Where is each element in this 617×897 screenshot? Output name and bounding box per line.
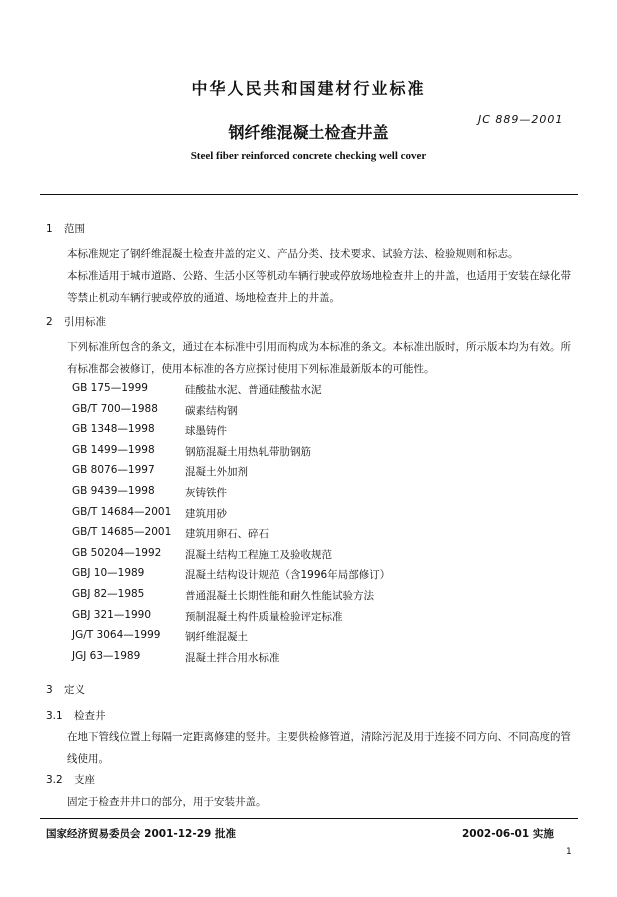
standard-code: GBJ 321—1990: [72, 609, 152, 621]
subsection-3-1-heading: [46, 708, 106, 723]
standard-code: GB 1499—1998: [72, 444, 155, 456]
document-title: 钢纤维混凝土检查井盖: [228, 123, 389, 142]
standard-name: 灰铸铁件: [185, 487, 227, 499]
section-title: 范围: [64, 223, 85, 235]
section-1-body: [46, 243, 578, 309]
section-number: 1: [46, 223, 53, 235]
standard-name: 建筑用砂: [185, 508, 227, 520]
section-2-intro: [46, 336, 578, 380]
approval-note: 国家经济贸易委员会 2001-12-29 批准: [46, 828, 236, 840]
section-title: 定义: [64, 684, 85, 696]
standard-code: GB/T 700—1988: [72, 403, 158, 415]
section-3-heading: [46, 682, 85, 697]
standard-code: GB 8076—1997: [72, 464, 155, 476]
standard-code: GB/T 14684—2001: [72, 506, 172, 518]
standard-code: JC 889—2001: [478, 113, 564, 126]
standard-code: GB 1348—1998: [72, 423, 155, 435]
section-number: 2: [46, 316, 53, 328]
standard-name: 混凝土结构设计规范（含1996年局部修订）: [185, 569, 391, 581]
paragraph: 固定于检查井井口的部分，用于安装井盖。: [67, 796, 267, 808]
paragraph: 本标准适用于城市道路、公路、生活小区等机动车辆行驶或停放场地检查井上的井盖，也适用于安装在绿化带等禁止机动车辆行驶或停放的通道、场地检查井上的井盖。: [67, 270, 571, 304]
page-number: 1: [566, 847, 572, 857]
standard-code: GB/T 14685—2001: [72, 526, 172, 538]
standard-name: 硅酸盐水泥、普通硅酸盐水泥: [185, 384, 322, 396]
subsection-3-2-heading: [46, 772, 95, 787]
standard-name: 普通混凝土长期性能和耐久性能试验方法: [185, 590, 374, 602]
standard-name: 球墨铸件: [185, 425, 227, 437]
paragraph: 在地下管线位置上每隔一定距离修建的竖井。主要供检修管道，清除污泥及用于连接不同方向、不同高度的管线使用。: [67, 731, 571, 765]
standard-code: GB 50204—1992: [72, 547, 162, 559]
standard-code: GB 9439—1998: [72, 485, 155, 497]
paragraph: 本标准规定了钢纤维混凝土检查井盖的定义、产品分类、技术要求、试验方法、检验规则和标志。: [67, 248, 519, 260]
header-divider: [40, 194, 578, 195]
standard-name: 预制混凝土构件质量检验评定标准: [185, 611, 343, 623]
standard-name: 钢纤维混凝土: [185, 631, 248, 643]
standard-name: 碳素结构钢: [185, 405, 238, 417]
section-1-heading: [46, 221, 85, 236]
standard-code: GBJ 82—1985: [72, 588, 145, 600]
standard-name: 混凝土外加剂: [185, 466, 248, 478]
standard-name: 钢筋混凝土用热轧带肋钢筋: [185, 446, 311, 458]
subsection-title: 检查井: [74, 710, 106, 722]
subsection-number: 3.2: [46, 774, 63, 786]
standard-name: 混凝土拌合用水标准: [185, 652, 280, 664]
standard-name: 建筑用卵石、碎石: [185, 528, 269, 540]
standard-code: JG/T 3064—1999: [72, 629, 161, 641]
section-2-heading: [46, 314, 106, 329]
paragraph: 下列标准所包含的条文，通过在本标准中引用而构成为本标准的条文。本标准出版时，所示版本均为有效。所有标准都会被修订，使用本标准的各方应探讨使用下列标准最新版本的可能性。: [67, 341, 571, 375]
subsection-number: 3.1: [46, 710, 63, 722]
standard-code: GB 175—1999: [72, 382, 148, 394]
footer-divider: [40, 818, 578, 819]
document-title-en: Steel fiber reinforced concrete checking well cover: [190, 150, 427, 162]
implementation-date: 2002-06-01 实施: [462, 828, 554, 840]
subsection-3-1-body: [46, 726, 578, 770]
standard-code: GBJ 10—1989: [72, 567, 145, 579]
org-title: 中华人民共和国建材行业标准: [191, 79, 426, 98]
section-number: 3: [46, 684, 53, 696]
standard-code: JGJ 63—1989: [72, 650, 141, 662]
subsection-title: 支座: [74, 774, 95, 786]
section-title: 引用标准: [64, 316, 106, 328]
standard-name: 混凝土结构工程施工及验收规范: [185, 549, 332, 561]
subsection-3-2-body: [46, 791, 578, 813]
